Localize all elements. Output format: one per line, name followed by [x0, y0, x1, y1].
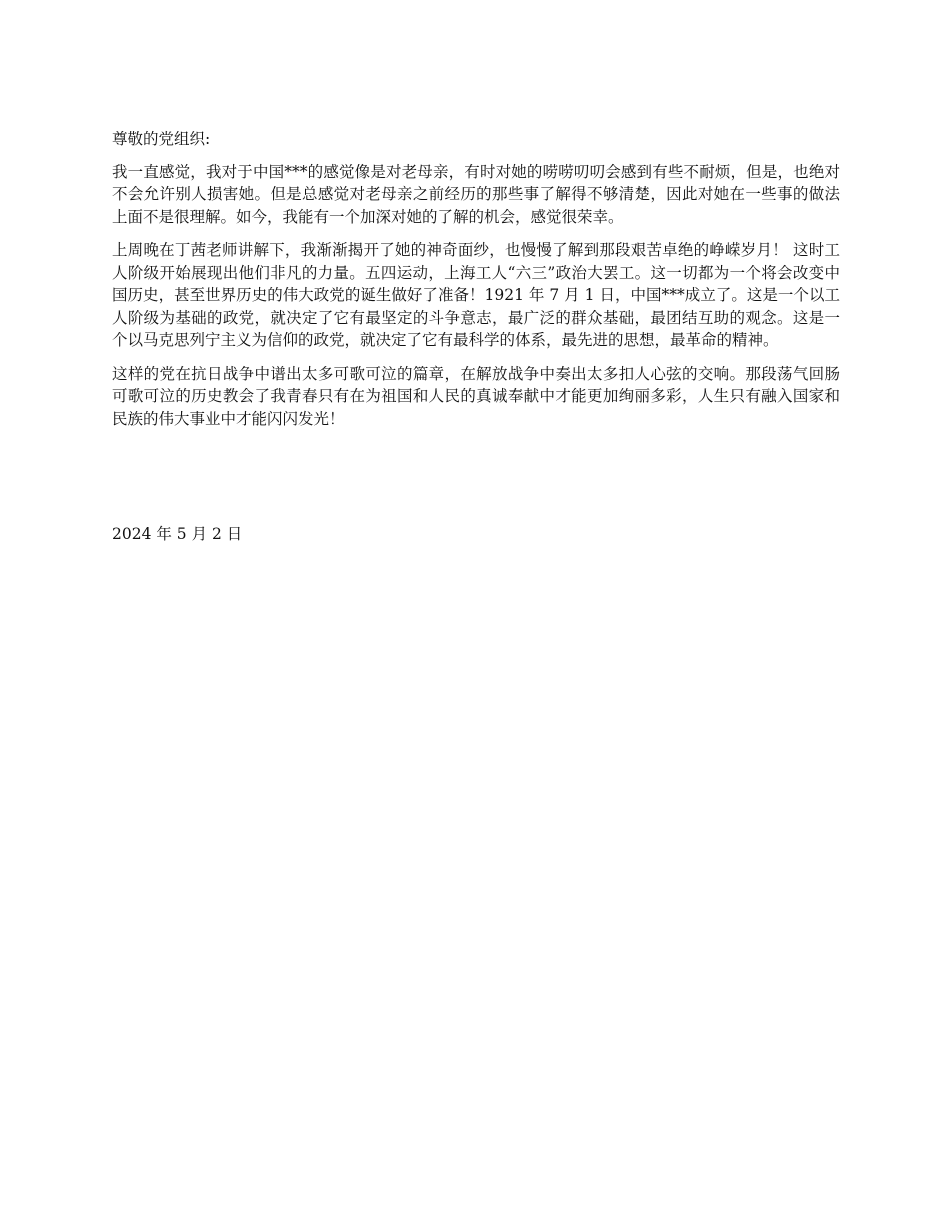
letter-body — [112, 128, 840, 441]
paragraph-2: 上周晚在丁茜老师讲解下，我渐渐揭开了她的神奇面纱，也慢慢了解到那段艰苦卓绝的峥嵘岁月！ 这时工人阶级开始展现出他们非凡的力量。五四运动，上海工人“六三”政治大罢工。这一切都为一个将会改变中国历史，甚至世界历史的伟大政党的诞生做好了准备！1921 年 7 月 1 日，中国***成立了。这是一个以工人阶级为基础的政党，就决定了它有最坚定的斗争意志，最广泛的群众基础，最团结互助的观念。这是一个以马克思列宁主义为信仰的政党，就决定了它有最科学的体系，最先进的思想，最革命的精神。 — [112, 241, 840, 349]
salutation: 尊敬的党组织: — [112, 130, 211, 148]
paragraph-3: 这样的党在抗日战争中谱出太多可歌可泣的篇章，在解放战争中奏出太多扣人心弦的交响。那段荡气回肠可歌可泣的历史教会了我青春只有在为祖国和人民的真诚奉献中才能更加绚丽多彩，人生只有融入国家和民族的伟大事业中才能闪闪发光！ — [112, 364, 840, 428]
letter-date: 2024 年 5 月 2 日 — [112, 525, 243, 543]
paragraph-1: 我一直感觉，我对于中国***的感觉像是对老母亲，有时对她的唠唠叨叨会感到有些不耐烦，但是，也绝对不会允许别人损害她。但是总感觉对老母亲之前经历的那些事了解得不够清楚，因此对她在一些事的做法上面不是很理解。如今，我能有一个加深对她的了解的机会，感觉很荣幸。 — [112, 162, 840, 226]
